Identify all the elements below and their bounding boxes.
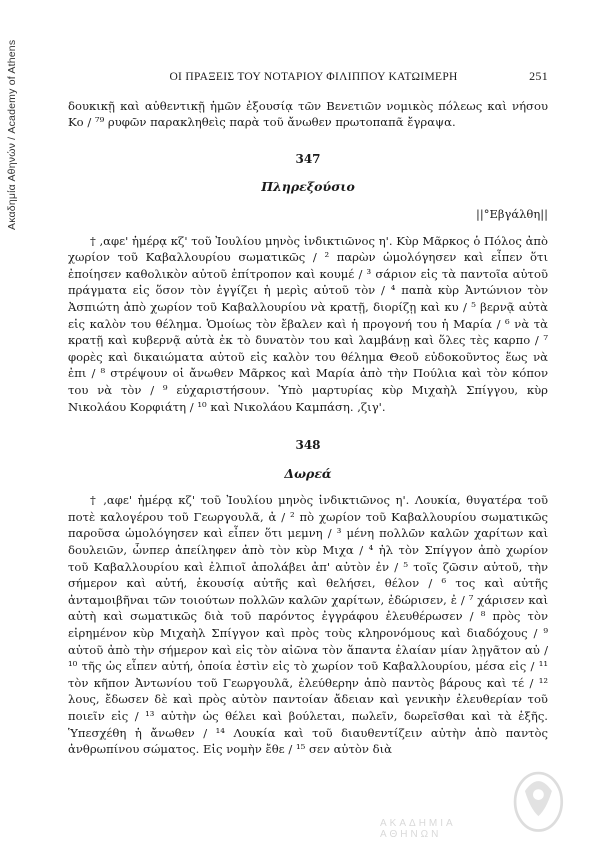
document-number: 347 bbox=[295, 151, 321, 166]
document-347 bbox=[68, 151, 548, 415]
continuation-block bbox=[68, 98, 548, 131]
page-number: 251 bbox=[529, 69, 548, 83]
document-text: † ,αφε' ἡμέρᾳ κζ' τοῦ Ἰουλίου μηνὸς ἰνδικτιῶνος η'. Κὺρ Μᾶρκος ὁ Πόλος ἀπὸ χωρίον τοῦ Καβαλλουρίου σωματικῶς / ² παρὼν ὡμολόγησεν καὶ εἶπεν ὅτι ἐποίησεν καθολικὸν αὐτοῦ ἐπίτροπον καὶ κουμέ / ³ σάριον εἰς τὰ παντοῖα αὐτοῦ πράγματα εἰς ὅσον τὸν ἐγγίζει ἡ μερὶς αὐτοῦ τὸν / ⁴ παπὰ κὺρ Ἀντώνιον τὸν Ἀσπιώτη ἀπὸ χωρίον τοῦ Καβαλλουρίου νὰ κρατῇ, διορίζῃ καὶ κυ / ⁵ βερνᾷ αὐτὰ εἰς καλὸν του θέλημα. Ὁμοίως τὸν ἔβαλεν καὶ ἡ προγονή του ἡ Μαρία / ⁶ νὰ τὰ κρατῇ καὶ κυβερνᾷ αὐτὰ ἐκ τὸ δυνατὸν του καὶ λαμβάνῃ καὶ ὅλες τὲς καρπο / ⁷ φορὲς καὶ δικαιώματα αὐτοῦ εἰς καλὸν του θέλημα Θεοῦ εὐδοκοῦντος ἕως νὰ ἐπι / ⁸ στρέψουν οἱ ἄνωθεν Μᾶρκος καὶ Μαρία ἀπὸ τὴν Πούλια καὶ τὸν κόπον του νὰ τὸν / ⁹ εὐχαριστήσουν. Ὑπὸ μαρτυρίας κὺρ Μιχαὴλ Σπίγγου, κὺρ Νικολάου Κορφιάτη / ¹⁰ καὶ Νικολάου Καμπάση. ,ζιγ'. bbox=[68, 233, 549, 414]
archive-side-label: Ακαδημία Αθηνών / Academy of Athens bbox=[6, 40, 18, 231]
document-body bbox=[68, 233, 548, 416]
document-title: Πληρεξούσιο bbox=[261, 179, 355, 195]
watermark-text: ΑΚΑΔΗΜΙΑ ΑΘΗΝΩΝ bbox=[380, 818, 456, 840]
document-number: 348 bbox=[295, 438, 321, 453]
running-header bbox=[68, 68, 548, 86]
document-endorsement: ||°Εβγάλθη|| bbox=[475, 206, 548, 221]
document-body bbox=[68, 492, 548, 758]
athena-seal-icon bbox=[507, 760, 570, 840]
document-text: † ,αφε' ἡμέρᾳ κζ' τοῦ Ἰουλίου μηνὸς ἰνδικτιῶνος η'. Λουκία, θυγατέρα τοῦ ποτὲ καλογέρου τοῦ Γεωργουλᾶ, ἀ / ² πὸ χωρίον τοῦ Καβαλλουρίου σωματικῶς παροῦσα ὡμολόγησεν καὶ εἶπεν ὅτι μεμνη / ³ μένη πολλῶν καλῶν χαρίτων καὶ δουλειῶν, ὧνπερ ἀπείληφεν ἀπὸ τὸν κὺρ Μιχα / ⁴ ἠλ τὸν Σπίγγον ἀπὸ χωρίον τοῦ Καβαλλουρίου καὶ ἐλπιοῖ ἀπολάβει ἀπ' αὐτὸν ἐν / ⁵ τοῖς ζῶσιν αὐτοῦ, τὴν σήμερον καὶ αὐτή, ἑκουσίᾳ αὐτῆς καὶ θελήσει, θέλον / ⁶ τος καὶ αὐτῆς ἀνταμοιβῆναι τῶν τοιούτων πολλῶν καλῶν χαρίτων, ἐδώρισεν, ἐ / ⁷ χάρισεν καὶ αὐτὴ καὶ σωματικῶς διὰ τοῦ παρόντος ἐγγράφου ἐλευθέρωσεν / ⁸ πρὸς τὸν εἰρημένον κὺρ Μιχαὴλ Σπίγγον καὶ πρὸς τοὺς κληρονόμους καὶ διαδόχους / ⁹ αὐτοῦ ἀπὸ τὴν σήμερον καὶ εἰς τὸν αἰῶνα τὸν ἅπαντα ἐλαίαν μίαν λῃγᾶτον αὐ / ¹⁰ τῆς ὡς εἶπεν αὐτή, ὁποία ἐστὶν εἰς τὸ χωρίον τοῦ Καβαλλουρίου, μέσα εἰς / ¹¹ τὸν κῆπον Ἀντωνίου τοῦ Γεωργουλᾶ, ἐλεύθερην ἀπὸ παντὸς βάρους καὶ τέ / ¹² λους, ἔδωσεν δὲ καὶ πρὸς αὐτὸν παντοίαν ἄδειαν καὶ γενικὴν ἐλευθερίαν τοῦ ποιεῖν εἰς / ¹³ αὐτὴν ὡς θέλει καὶ βούλεται, πωλεῖν, δωρεῖσθαι καὶ τὰ ἑξῆς. Ὑπεσχέθη ἡ ἄνωθεν / ¹⁴ Λουκία καὶ τοῦ διαυθεντίζειν αὐτὴν ἀπὸ παντὸς ἀνθρωπίνου σώματος. Εἰς νομὴν ἔθε / ¹⁵ σεν αὐτὸν διὰ bbox=[68, 493, 548, 757]
document-348 bbox=[68, 437, 548, 758]
academy-watermark bbox=[380, 750, 570, 840]
running-title: ΟΙ ΠΡΑΞΕΙΣ ΤΟΥ ΝΟΤΑΡΙΟΥ ΦΙΛΙΠΠΟΥ ΚΑΤΩΙΜΕΡΗ bbox=[169, 71, 458, 83]
book-page bbox=[68, 68, 548, 758]
continuation-text: δουκικῇ καὶ αὐθεντικῇ ἡμῶν ἐξουσίᾳ τῶν Βενετιῶν νομικὸς πόλεως καὶ νήσου Κο / ⁷⁹ ρυφῶν παρακληθεὶς παρὰ τοῦ ἄνωθεν πρωτοπαπᾶ ἔγραψα. bbox=[68, 98, 548, 130]
document-title: Δωρεά bbox=[284, 465, 332, 481]
